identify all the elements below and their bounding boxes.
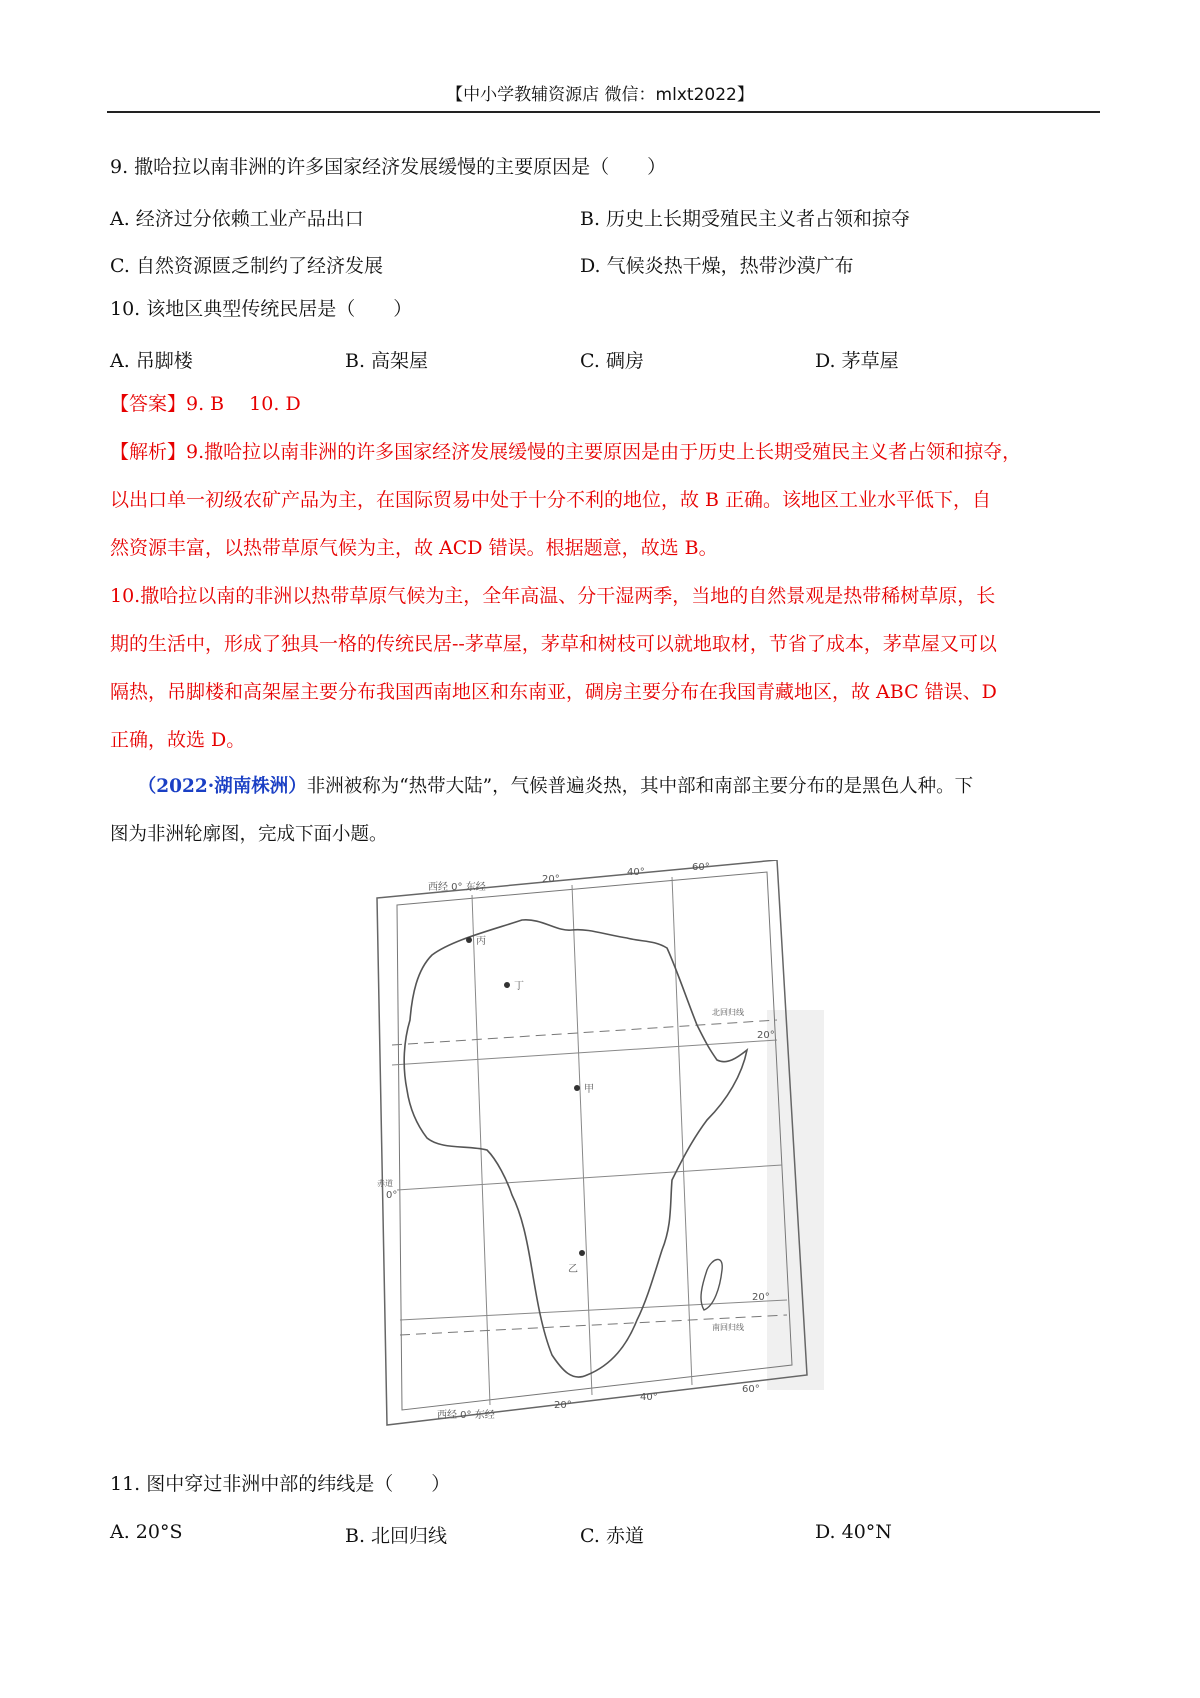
point-yi-dot [579, 1250, 585, 1256]
point-jia-label: 甲 [584, 1084, 594, 1095]
answer-tag: 【答案】 [110, 393, 187, 415]
q10-option-d: D. 茅草屋 [815, 350, 899, 372]
analysis-q10 [110, 572, 1095, 764]
q11-option-b: B. 北回归线 [345, 1525, 448, 1547]
q9-option-d: D. 气候炎热干燥，热带沙漠广布 [580, 255, 854, 277]
q10-option-a: A. 吊脚楼 [110, 350, 193, 372]
answer-text: 9. B 10. D [186, 393, 301, 415]
analysis-q10-line-1: 10.撒哈拉以南的非洲以热带草原气候为主，全年高温、分干湿两季，当地的自然景观是热带稀树草原，长 [110, 585, 996, 607]
analysis-q10-line-3: 隔热，吊脚楼和高架屋主要分布我国西南地区和东南亚，碉房主要分布在我国青藏地区，故 ABC 错误、D [110, 681, 997, 703]
tropic-of-cancer [392, 1020, 777, 1045]
intro-source: （2022·湖南株洲） [147, 776, 307, 797]
page-header: 【中小学教辅资源店 微信：mlxt2022】 [446, 85, 754, 105]
q11-option-d: D. 40°N [815, 1521, 892, 1543]
map-top-label: 西经 0° 东经 [428, 882, 486, 893]
analysis-q9-line-1: 9.撒哈拉以南非洲的许多国家经济发展缓慢的主要原因是由于历史上长期受殖民主义者占领和掠夺， [186, 441, 1022, 463]
map-scan-shade [767, 1010, 824, 1390]
analysis-tag: 【解析】 [110, 441, 187, 463]
parallel-20s [400, 1300, 787, 1320]
africa-map [372, 860, 824, 1435]
parallel-0 [397, 1165, 782, 1190]
meridian-20e [572, 885, 592, 1395]
map-lat-20n-label: 20° [757, 1030, 775, 1041]
map-tropic-north-label: 北回归线 [712, 1008, 744, 1017]
intro-paragraph [110, 763, 1100, 859]
q9-option-b: B. 历史上长期受殖民主义者占领和掠夺 [580, 208, 911, 230]
map-frame [377, 860, 807, 1425]
point-bing-label: 丙 [476, 936, 486, 947]
meridian-40e [672, 877, 692, 1385]
analysis-q9-line-2: 以出口单一初级农矿产品为主，在国际贸易中处于十分不利的地位，故 B 正确。该地区工业水平低下，自 [110, 489, 992, 511]
answer-line [110, 393, 301, 416]
map-lat-0-label: 0° [386, 1190, 398, 1201]
point-bing-dot [466, 937, 472, 943]
q10-option-c: C. 碉房 [580, 350, 644, 372]
map-lon-20-top: 20° [542, 874, 560, 885]
map-equator-label: 赤道 [377, 1179, 393, 1188]
q11-stem: 11. 图中穿过非洲中部的纬线是（ ） [110, 1473, 451, 1495]
map-tropic-south-label: 南回归线 [712, 1323, 744, 1332]
q10-stem: 10. 该地区典型传统民居是（ ） [110, 298, 413, 320]
q10-option-b: B. 高架屋 [345, 350, 429, 372]
q9-option-a: A. 经济过分依赖工业产品出口 [110, 208, 364, 230]
point-ding-dot [504, 982, 510, 988]
header-rule [107, 111, 1100, 113]
q11-option-c: C. 赤道 [580, 1525, 644, 1547]
analysis-q10-line-4: 正确，故选 D。 [110, 729, 246, 751]
map-lat-20s-label: 20° [752, 1292, 770, 1303]
madagascar-outline [701, 1259, 722, 1310]
q11-option-a: A. 20°S [110, 1521, 183, 1543]
q9-stem: 9. 撒哈拉以南非洲的许多国家经济发展缓慢的主要原因是（ ） [110, 156, 667, 178]
point-jia-dot [574, 1085, 580, 1091]
point-yi-label: 乙 [568, 1264, 578, 1275]
map-lon-40-bottom: 40° [640, 1392, 658, 1403]
map-lon-60-bottom: 60° [742, 1384, 760, 1395]
point-ding-label: 丁 [514, 981, 524, 992]
map-lon-40-top: 40° [627, 867, 645, 878]
q9-option-c: C. 自然资源匮乏制约了经济发展 [110, 255, 383, 277]
map-lon-20-bottom: 20° [554, 1400, 572, 1411]
map-bottom-label: 西经 0° 东经 [437, 1410, 495, 1421]
map-lon-60-top: 60° [692, 862, 710, 873]
analysis-q9-line-3: 然资源丰富，以热带草原气候为主，故 ACD 错误。根据题意，故选 B。 [110, 537, 718, 559]
analysis-q9 [110, 428, 1095, 572]
intro-line-1: 非洲被称为“热带大陆”，气候普遍炎热，其中部和南部主要分布的是黑色人种。下 [306, 776, 974, 797]
analysis-q10-line-2: 期的生活中，形成了独具一格的传统民居--茅草屋，茅草和树枝可以就地取材，节省了成本，茅草屋又可以 [110, 633, 997, 655]
intro-line-2: 图为非洲轮廓图，完成下面小题。 [110, 824, 388, 845]
